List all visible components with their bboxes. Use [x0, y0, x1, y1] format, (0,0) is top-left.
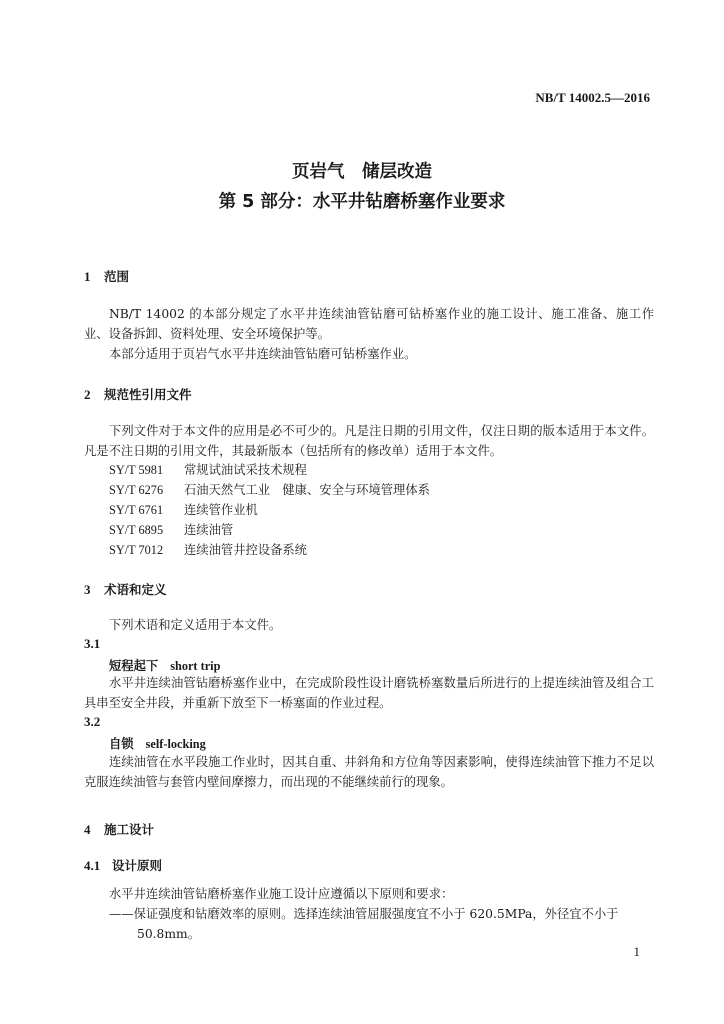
- term-heading: [109, 656, 220, 674]
- reference-title: 石油天然气工业 健康、安全与环境管理体系: [184, 483, 430, 497]
- section-3-heading: [84, 580, 167, 598]
- section-number: 3: [84, 582, 91, 597]
- term-heading: [109, 734, 206, 752]
- reference-title: 连续油管井控设备系统: [184, 543, 307, 557]
- section-3-intro: 下列术语和定义适用于本文件。: [109, 618, 282, 632]
- section-title: 施工设计: [104, 822, 155, 837]
- section-2-paragraph-1: 下列文件对于本文件的应用是必不可少的。凡是注日期的引用文件，仅注日期的版本适用于本文件。凡是不注日期的引用文件，其最新版本（包括所有的修改单）适用于本文件。: [84, 424, 654, 458]
- term-number: 3.2: [84, 714, 101, 729]
- standard-number: NB/T 14002.5—2016: [535, 90, 650, 105]
- requirement-item-line2: 50.8mm。: [137, 927, 200, 941]
- normative-reference: [109, 540, 307, 560]
- requirement-item-line1: ——保证强度和钻磨效率的原则。选择连续油管屈服强度宜不小于 620.5MPa，外径宜不小于: [109, 907, 619, 921]
- section-title: 范围: [104, 269, 130, 284]
- section-1-heading: [84, 267, 129, 285]
- term-definition: 连续油管在水平段施工作业时，因其自重、井斜角和方位角等因素影响，使得连续油管下推力不足以克服连续油管与套管内壁间摩擦力，而出现的不能继续前行的现象。: [84, 755, 654, 789]
- subsection-title: 设计原则: [112, 858, 163, 873]
- section-4-intro: 水平井连续油管钻磨桥塞作业施工设计应遵循以下原则和要求：: [109, 887, 454, 901]
- reference-code: SY/T 6761: [109, 503, 164, 517]
- page-number: 1: [633, 944, 640, 959]
- normative-reference: [109, 520, 233, 540]
- reference-title: 常规试油试采技术规程: [184, 463, 307, 477]
- reference-code: SY/T 7012: [109, 543, 164, 557]
- reference-title: 连续油管: [184, 523, 234, 537]
- section-title: 术语和定义: [104, 582, 167, 597]
- subsection-4-1-heading: [84, 856, 162, 874]
- section-2-heading: [84, 385, 192, 403]
- term-chinese: 短程起下: [109, 659, 159, 673]
- section-number: 2: [84, 387, 91, 402]
- term-definition: 水平井连续油管钻磨桥塞作业中，在完成阶段性设计磨铣桥塞数量后所进行的上提连续油管及组合工具串至安全井段，并重新下放至下一桥塞面的作业过程。: [84, 676, 654, 710]
- term-english: short trip: [170, 659, 221, 673]
- normative-reference: [109, 480, 430, 500]
- section-number: 4: [84, 822, 91, 837]
- section-1-paragraph-2: 本部分适用于页岩气水平井连续油管钻磨可钻桥塞作业。: [109, 347, 417, 361]
- subsection-number: 4.1: [84, 858, 101, 873]
- reference-title: 连续管作业机: [184, 503, 258, 517]
- section-title: 规范性引用文件: [104, 387, 192, 402]
- normative-reference: [109, 460, 307, 480]
- document-title-line2: 第 5 部分：水平井钻磨桥塞作业要求: [218, 192, 506, 212]
- section-number: 1: [84, 269, 91, 284]
- term-number: 3.1: [84, 636, 101, 651]
- section-1-paragraph-1: NB/T 14002 的本部分规定了水平井连续油管钻磨可钻桥塞作业的施工设计、施工准备、施工作业、设备拆卸、资料处理、安全环境保护等。: [84, 307, 654, 341]
- term-english: self-locking: [145, 737, 206, 751]
- document-title-line1: 页岩气 储层改造: [292, 162, 432, 182]
- section-4-heading: [84, 820, 154, 838]
- requirement-item: [109, 904, 654, 944]
- reference-code: SY/T 5981: [109, 463, 164, 477]
- normative-reference: [109, 500, 258, 520]
- reference-code: SY/T 6276: [109, 483, 164, 497]
- term-chinese: 自锁: [109, 737, 134, 751]
- reference-code: SY/T 6895: [109, 523, 164, 537]
